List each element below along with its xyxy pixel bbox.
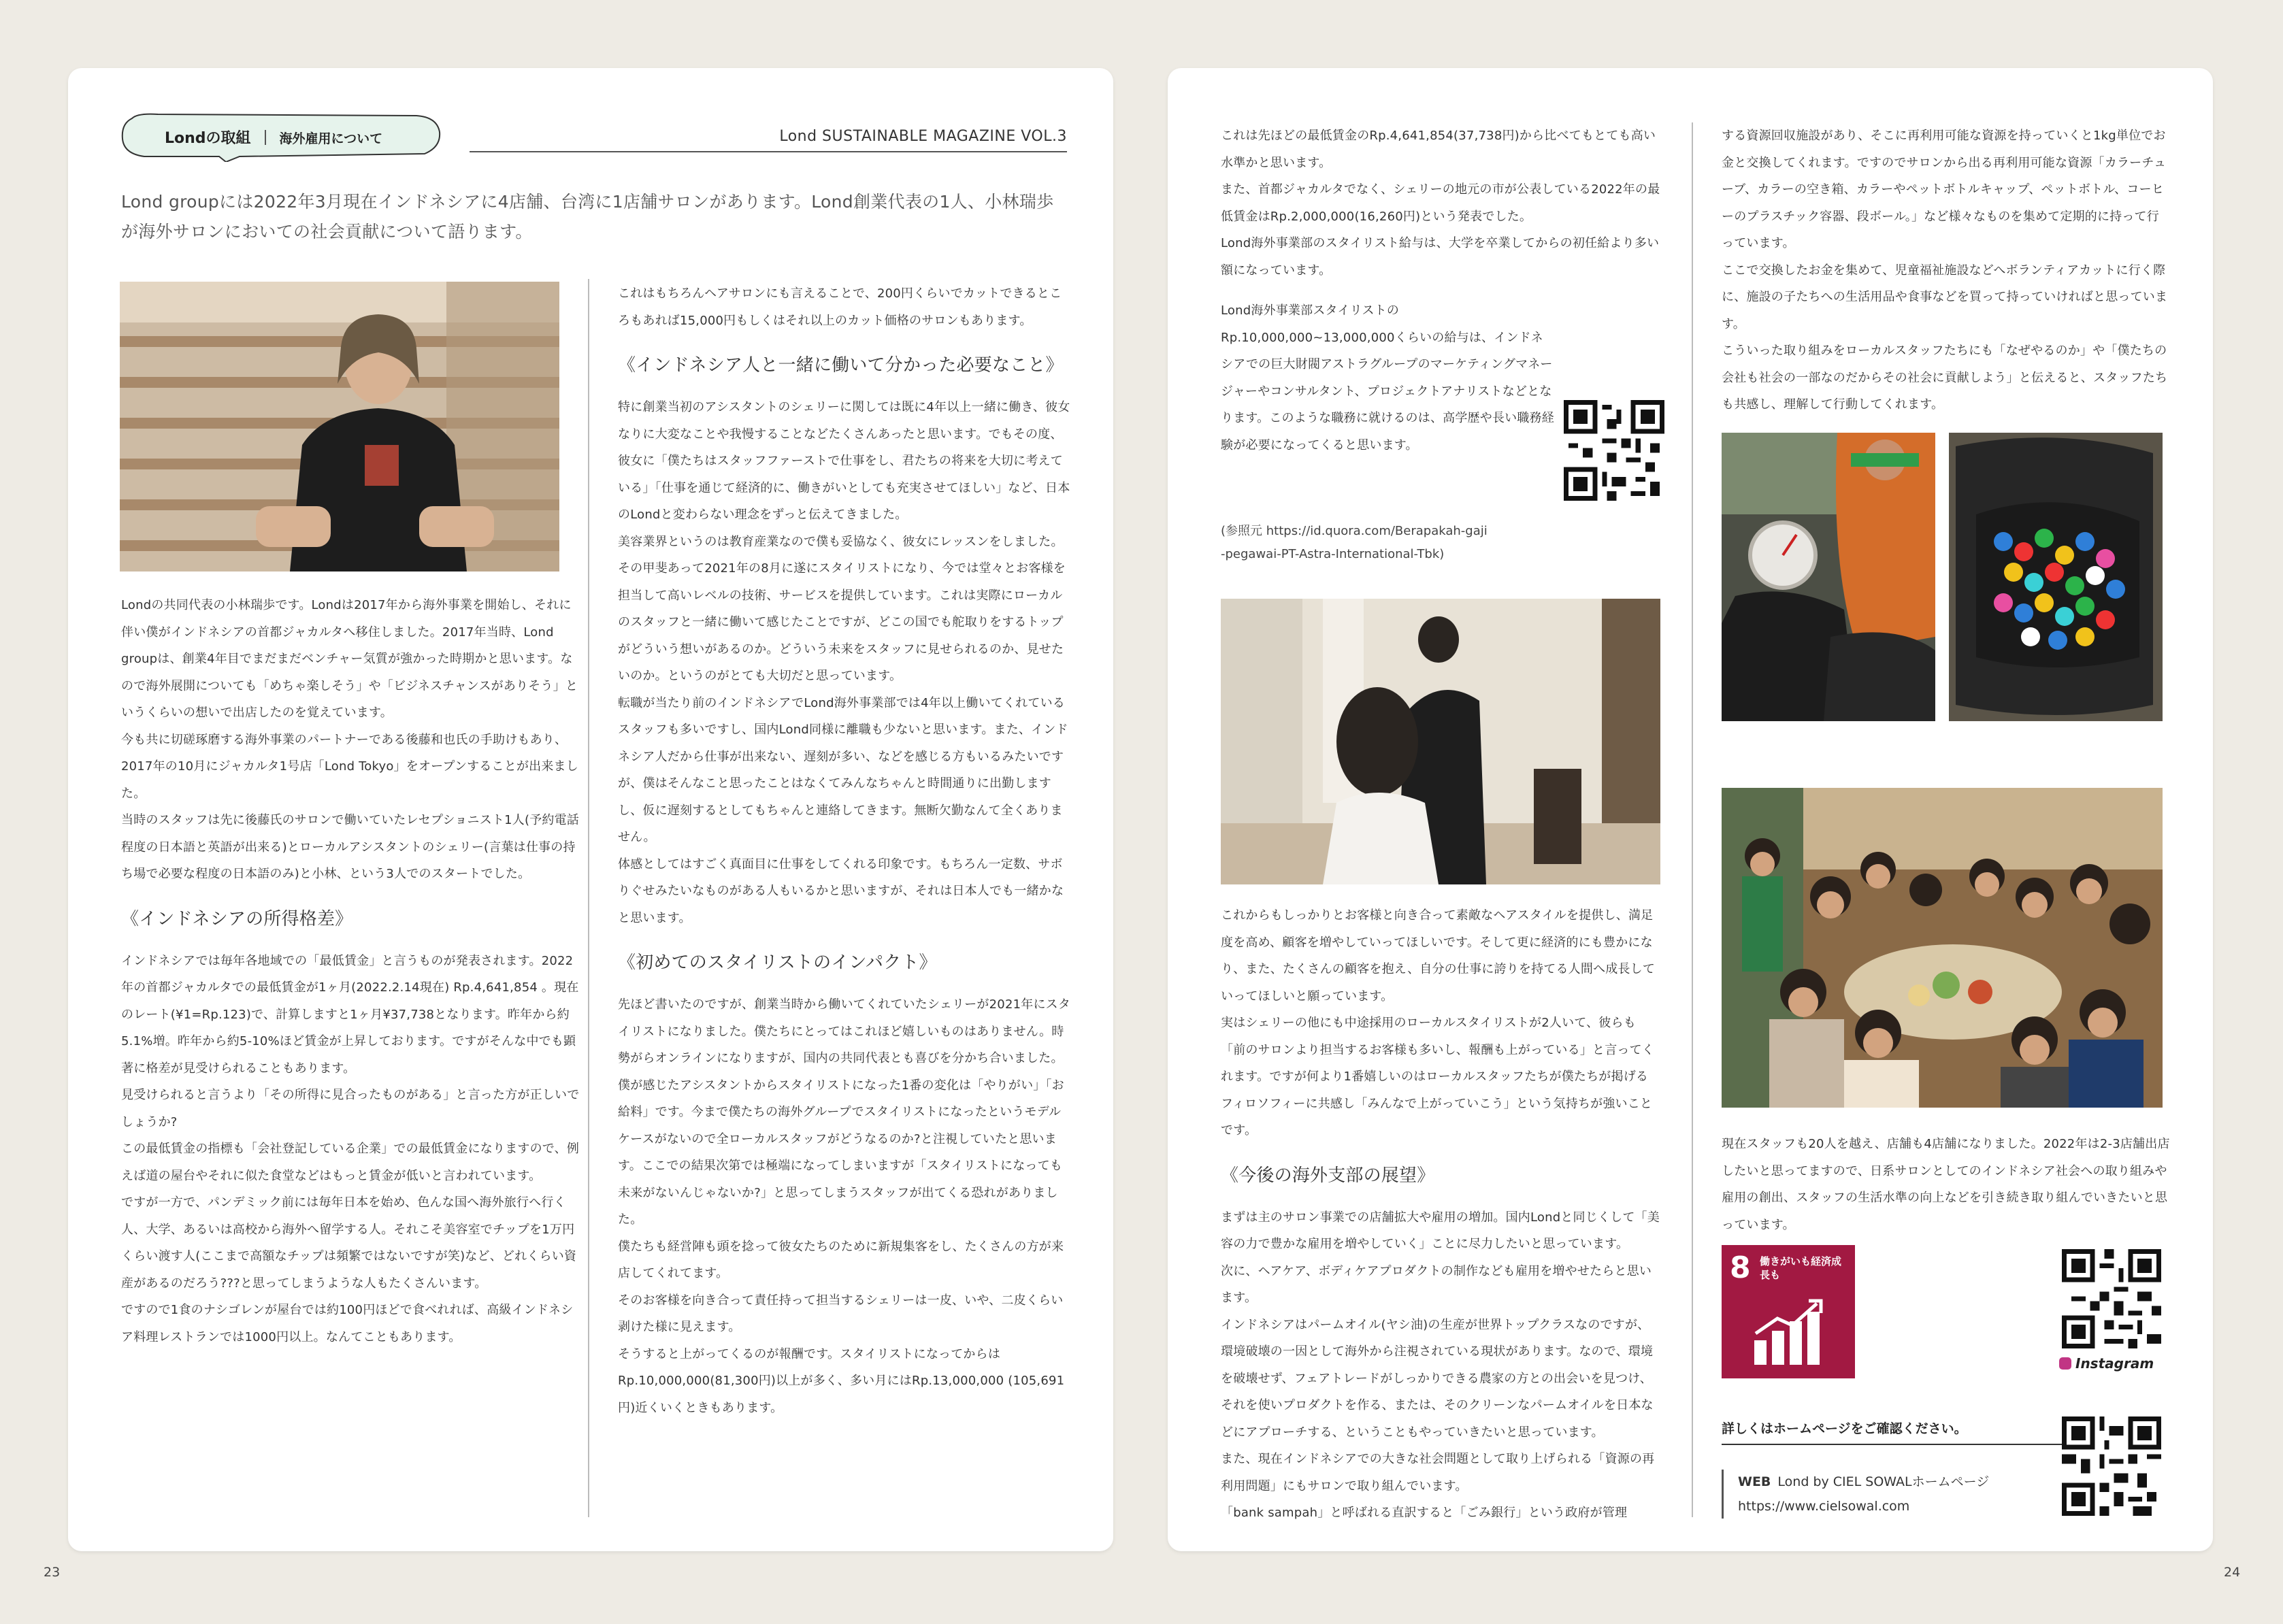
reference-note bbox=[1221, 520, 1547, 566]
paragraph: 僕たちも経営陣も頭を捻って彼女たちのために新規集客をし、たくさんの方が来店してくれてます。 bbox=[618, 1239, 1064, 1280]
paragraph: 当時のスタッフは先に後藤氏のサロンで働いていたレセプショニスト1人(予約電話程度の日本語と英語が出来る)とローカルアシスタントのシェリー(言葉は仕事の持ち場で必要な程度の日本語のみ)と小林、という3人でのスタートでした。 bbox=[121, 813, 579, 881]
paragraph: 現在スタッフも20人を越え、店舗も4店舗になりました。2022年は2-3店舗出店したいと思ってますので、日系サロンとしてのインドネシア社会への取り組みや雇用の創出、スタッフの生活水準の向上などを引き続き取り組んでいきたいと思っています。 bbox=[1722, 1137, 2170, 1232]
web-url[interactable]: https://www.cielsowal.com bbox=[1738, 1499, 1910, 1514]
instagram-qr-code-icon[interactable] bbox=[2062, 1249, 2161, 1348]
website-qr-code-icon[interactable] bbox=[2062, 1416, 2161, 1516]
section-tag bbox=[117, 112, 445, 162]
sdg-growth-icon bbox=[1752, 1298, 1826, 1366]
paragraph: する資源回収施設があり、そこに再利用可能な資源を持っていくと1kg単位でお金と交換してくれます。ですのでサロンから出る再利用可能な資源「カラーチューブ、カラーの空き箱、カラーやペットボトルキャップ、ペットボトル、コーヒーのプラスチック容器、段ボール。」など様々なものを集めて定期的に持って行っています。 bbox=[1722, 129, 2167, 250]
representative-photo bbox=[120, 282, 559, 571]
paragraph: ですが一方で、パンデミック前には毎年日本を始め、色んな国へ海外旅行へ行く人、大学、あるいは高校から海外へ留学する人。それこそ美容室でチップを1万円くらい渡す人(ここまで高額なチップは頻繁ではないですが笑)など、どれくらい資産があるのだろう???と思ってしまうような人もたくさんいます。 bbox=[121, 1195, 577, 1291]
paragraph: インドネシアでは毎年各地域での「最低賃金」と言うものが発表されます。2022年の首都ジャカルタでの最低賃金が1ヶ月(2022.2.14現在) Rp.4,641,854 。現在のレート(¥1=Rp.123)で、計算しますと1ヶ月¥37,738となります。昨年から約5.1%増。昨年から約5-10%ほど賃金が上昇しております。ですがそんな中でも顕著に格差が見受けられることもあります。 bbox=[121, 953, 579, 1076]
column-1 bbox=[121, 592, 580, 1350]
paragraph: 特に創業当初のアシスタントのシェリーに関しては既に4年以上一緒に働き、彼女なりに大変なことや我慢することなどたくさんあったと思います。でもその度、彼女に「僕たちはスタッフファーストで仕事をし、君たちの将来を大切に考えている」「仕事を通じて経済的に、働きがいとしても充実させてほしい」など、日本のLondと変わらない理念をずっと伝えてきました。 bbox=[618, 400, 1070, 522]
paragraph: この最低賃金の指標も「会社登記している企業」での最低賃金になりますので、例えば道の屋台やそれに似た食堂などはもっと賃金が低いと言われています。 bbox=[121, 1142, 580, 1183]
header-rule bbox=[470, 151, 1067, 152]
paragraph: 先ほど書いたのですが、創業当時から働いてくれていたシェリーが2021年にスタイリストになりました。僕たちにとってはこれほど嬉しいものはありません。時勢がらオンラインになりますが、国内の共同代表とも喜びを分かち合いました。僕が感じたアシスタントからスタイリストになった1番の変化は「やりがい」「お給料」です。今まで僕たちの海外グループでスタイリストになったというモデルケースがないので全ローカルスタッフがどうなるのか?と注視していたと思います。ここでの結果次第では極端になってしまいますが「スタイリストになっても未来がないんじゃないか?」と思ってしまうスタッフが出てくる恐れがありました。 bbox=[618, 997, 1071, 1227]
column-2 bbox=[618, 280, 1071, 1421]
paragraph: また、現在インドネシアでの大きな社会問題として取り上げられる「資源の再利用問題」にもサロンで取り組んでいます。 bbox=[1221, 1452, 1655, 1493]
instagram-icon bbox=[2059, 1357, 2071, 1370]
column-4-top bbox=[1722, 122, 2171, 418]
page-number-left: 23 bbox=[44, 1565, 61, 1580]
paragraph: こういった取り組みをローカルスタッフたちにも「なぜやるのか」や「僕たちの会社も社会の一部なのだからその社会に貢献しよう」と伝えると、スタッフたちも共感し、理解して行動してくれます。 bbox=[1722, 344, 2168, 412]
paragraph: そうすると上がってくるのが報酬です。スタイリストになってからはRp.10,000,000(81,300円)以上が多く、多い月にはRp.13,000,000 (105,691円)近くいくときもあります。 bbox=[618, 1346, 1065, 1415]
paragraph: 「bank sampah」と呼ばれる直訳すると「ごみ銀行」という政府が管理 bbox=[1221, 1506, 1628, 1520]
intro-line: が海外サロンにおいての社会貢献について語ります。 bbox=[121, 222, 533, 242]
section-heading: 《初めてのスタイリストのインパクト》 bbox=[618, 952, 937, 973]
paragraph: これはもちろんヘアサロンにも言えることで、200円くらいでカットできるところもあれば15,000円もしくはそれ以上のカット価格のサロンもあります。 bbox=[618, 286, 1062, 328]
paragraph: 実はシェリーの他にも中途採用のローカルスタイリストが2人いて、彼らも「前のサロンより担当するお客様も多いし、報酬も上がっている」と言ってくれます。ですが何より1番嬉しいのはローカルスタッフたちが僕たちが掲げるフィロソフィーに共感し「みんなで上がっていこう」という気持ちが強いことです。 bbox=[1221, 1016, 1654, 1138]
column-3-bottom bbox=[1221, 902, 1660, 1527]
paragraph: Lond海外事業部のスタイリスト給与は、大学を卒業してからの初任給より多い額になっています。 bbox=[1221, 236, 1660, 278]
web-title: Lond by CIEL SOWALホームページ bbox=[1777, 1474, 1990, 1489]
web-label: WEB bbox=[1738, 1474, 1771, 1489]
section-heading: 《インドネシア人と一緒に働いて分かった必要なこと》 bbox=[618, 355, 1064, 376]
paragraph: これは先ほどの最低賃金のRp.4,641,854(37,738円)から比べてもとても高い水準かと思います。 bbox=[1221, 129, 1656, 170]
web-title-row bbox=[1738, 1470, 2051, 1494]
web-info bbox=[1738, 1470, 2051, 1519]
paragraph: 美容業界というのは教育産業なので僕も妥協なく、彼女にレッスンをしました。その甲斐あって2021年の8月に遂にスタイリストになり、今では堂々とお客様を担当して高いレベルの技術、サービスを提供しています。これは実際にローカルのスタッフと一緒に働いて感じたことですが、どこの国でも舵取りをするトップがどういう想いがあるのか。どういう未来をスタッフに見せられるのか、見せたいのか。というのがとても大切だと思っています。 bbox=[618, 534, 1066, 683]
paragraph: 体感としてはすごく真面目に仕事をしてくれる印象です。もちろん一定数、サボりぐせみたいなものがある人もいるかと思いますが、それは日本人でも一緒かなと思います。 bbox=[618, 857, 1064, 925]
paragraph: ここで交換したお金を集めて、児童福祉施設などへボランティアカットに行く際に、施設の子たちへの生活用品や食事などを買って持っていければと思っています。 bbox=[1722, 263, 2168, 331]
paragraph: そのお客様を向き合って責任持って担当するシェリーは一皮、いや、二皮くらい剥けた様に見えます。 bbox=[618, 1293, 1064, 1334]
bottle-caps-photo bbox=[1949, 433, 2163, 721]
staff-group-photo bbox=[1722, 788, 2163, 1108]
instagram-text: Instagram bbox=[2075, 1355, 2154, 1372]
tag-separator bbox=[265, 130, 266, 145]
left-page bbox=[68, 68, 1113, 1551]
paragraph: 転職が当たり前のインドネシアでLond海外事業部では4年以上働いてくれているスタッフも多いですし、国内Lond同様に離職も少ないと思います。また、インドネシア人だから仕事が出来ない、遅刻が多い、などを感じる方もいるみたいですが、僕はそんなこと思ったことはなくてみんなちゃんと時間通りに出勤しますし、仮に遅刻するとしてもちゃんと連絡してきます。無断欠勤なんて全くありません。 bbox=[618, 695, 1068, 844]
paragraph: インドネシアはパームオイル(ヤシ油)の生産が世界トップクラスなのですが、環境破壊の一因として海外から注視されている現状があります。なので、環境を破壊せず、フェアトレードがしっかりできる農家の方との出会いを見つけ、それを使いプロダクトを作る、または、そのクリーンなパームオイルを日本などにアプローチする、ということもやっていきたいと思っています。 bbox=[1221, 1317, 1654, 1440]
column-divider bbox=[1692, 122, 1693, 1517]
details-notice: 詳しくはホームページをご確認ください。 bbox=[1722, 1421, 1967, 1436]
paragraph: また、首都ジャカルタでなく、シェリーの地元の市が公表している2022年の最低賃金はRp.2,000,000(16,260円)という発表でした。 bbox=[1221, 182, 1660, 224]
instagram-label[interactable] bbox=[2059, 1355, 2154, 1372]
paragraph: 見受けられると言うより「その所得に見合ったものがある」と言った方が正しいでしょうか? bbox=[121, 1088, 580, 1129]
tag-label bbox=[165, 127, 382, 148]
salon-photo bbox=[1221, 599, 1660, 884]
web-accent-line bbox=[1722, 1470, 1724, 1519]
detail-rule bbox=[1722, 1444, 2104, 1445]
paragraph: 今も共に切磋琢磨する海外事業のパートナーである後藤和也氏の手助けもあり、2017年の10月にジャカルタ1号店「Lond Tokyo」をオープンすることが出来ました。 bbox=[121, 732, 578, 801]
column-4-bottom bbox=[1722, 1131, 2171, 1238]
section-heading: 《インドネシアの所得格差》 bbox=[121, 908, 353, 929]
paragraph: Londの共同代表の小林瑞歩です。Londは2017年から海外事業を開始し、それに伴い僕がインドネシアの首都ジャカルタへ移住しました。2017年当時、Lond groupは、創業4年目でまだまだベンチャー気質が強かった時期かと思います。なので海外展開についても「めちゃ楽しそう」や「ビジネスチャンスがありそう」というくらいの想いで出店したのを覚えています。 bbox=[121, 598, 578, 720]
magazine-title: Lond SUSTAINABLE MAGAZINE VOL.3 bbox=[779, 128, 1067, 145]
sdg-8-icon bbox=[1722, 1245, 1855, 1378]
paragraph: 次に、ヘアケア、ボディケアプロダクトの制作なども雇用を増やせたらと思います。 bbox=[1221, 1263, 1652, 1305]
paragraph: Lond海外事業部スタイリストのRp.10,000,000~13,000,000くらいの給与は、インドネシアでの巨大財閥アストラグループのマーケティングマネージャーやコンサルタント、プロジェクトアナリストなどとなります。このような職務に就けるのは、高学歴や長い職務経験が必要になってくると思います。 bbox=[1221, 303, 1554, 452]
page-number-right: 24 bbox=[2224, 1565, 2241, 1580]
sdg-number: 8 bbox=[1730, 1250, 1751, 1285]
sdg-label: 働きがいも経済成長も bbox=[1760, 1255, 1842, 1281]
reference-line: (参照元 https://id.quora.com/Berapakah-gaji bbox=[1221, 524, 1488, 538]
qr-code-icon[interactable] bbox=[1564, 400, 1664, 501]
column-divider bbox=[588, 279, 589, 1517]
tag-sub: 海外雇用について bbox=[279, 131, 383, 146]
paragraph: まずは主のサロン事業での店舗拡大や雇用の増加。国内Londと同じくして「美容の力で豊かな雇用を増やしていく」ことに尽力したいと思っています。 bbox=[1221, 1210, 1660, 1251]
intro-line: Lond groupには2022年3月現在インドネシアに4店舗、台湾に1店舗サロンがあります。Lond創業代表の1人、小林瑞歩 bbox=[121, 192, 1054, 212]
paragraph: ですので1食のナシゴレンが屋台では約100円ほどで食べれれば、高級インドネシア料理レストランでは1000円以上。なんてこともあります。 bbox=[121, 1303, 574, 1344]
intro-text bbox=[121, 187, 1067, 247]
right-page bbox=[1168, 68, 2213, 1551]
section-heading: 《今後の海外支部の展望》 bbox=[1221, 1165, 1435, 1186]
recycling-scale-photo bbox=[1722, 433, 1935, 721]
paragraph: これからもしっかりとお客様と向き合って素敵なヘアスタイルを提供し、満足度を高め、顧客を増やしていってほしいです。そして更に経済的にも豊かになり、また、たくさんの顧客を抱え、自分の仕事に誇りを持てる人間へ成長していってほしいと願っています。 bbox=[1221, 908, 1656, 1004]
reference-line: -pegawai-PT-Astra-International-Tbk) bbox=[1221, 547, 1445, 561]
tag-main: Londの取組 bbox=[165, 130, 251, 147]
